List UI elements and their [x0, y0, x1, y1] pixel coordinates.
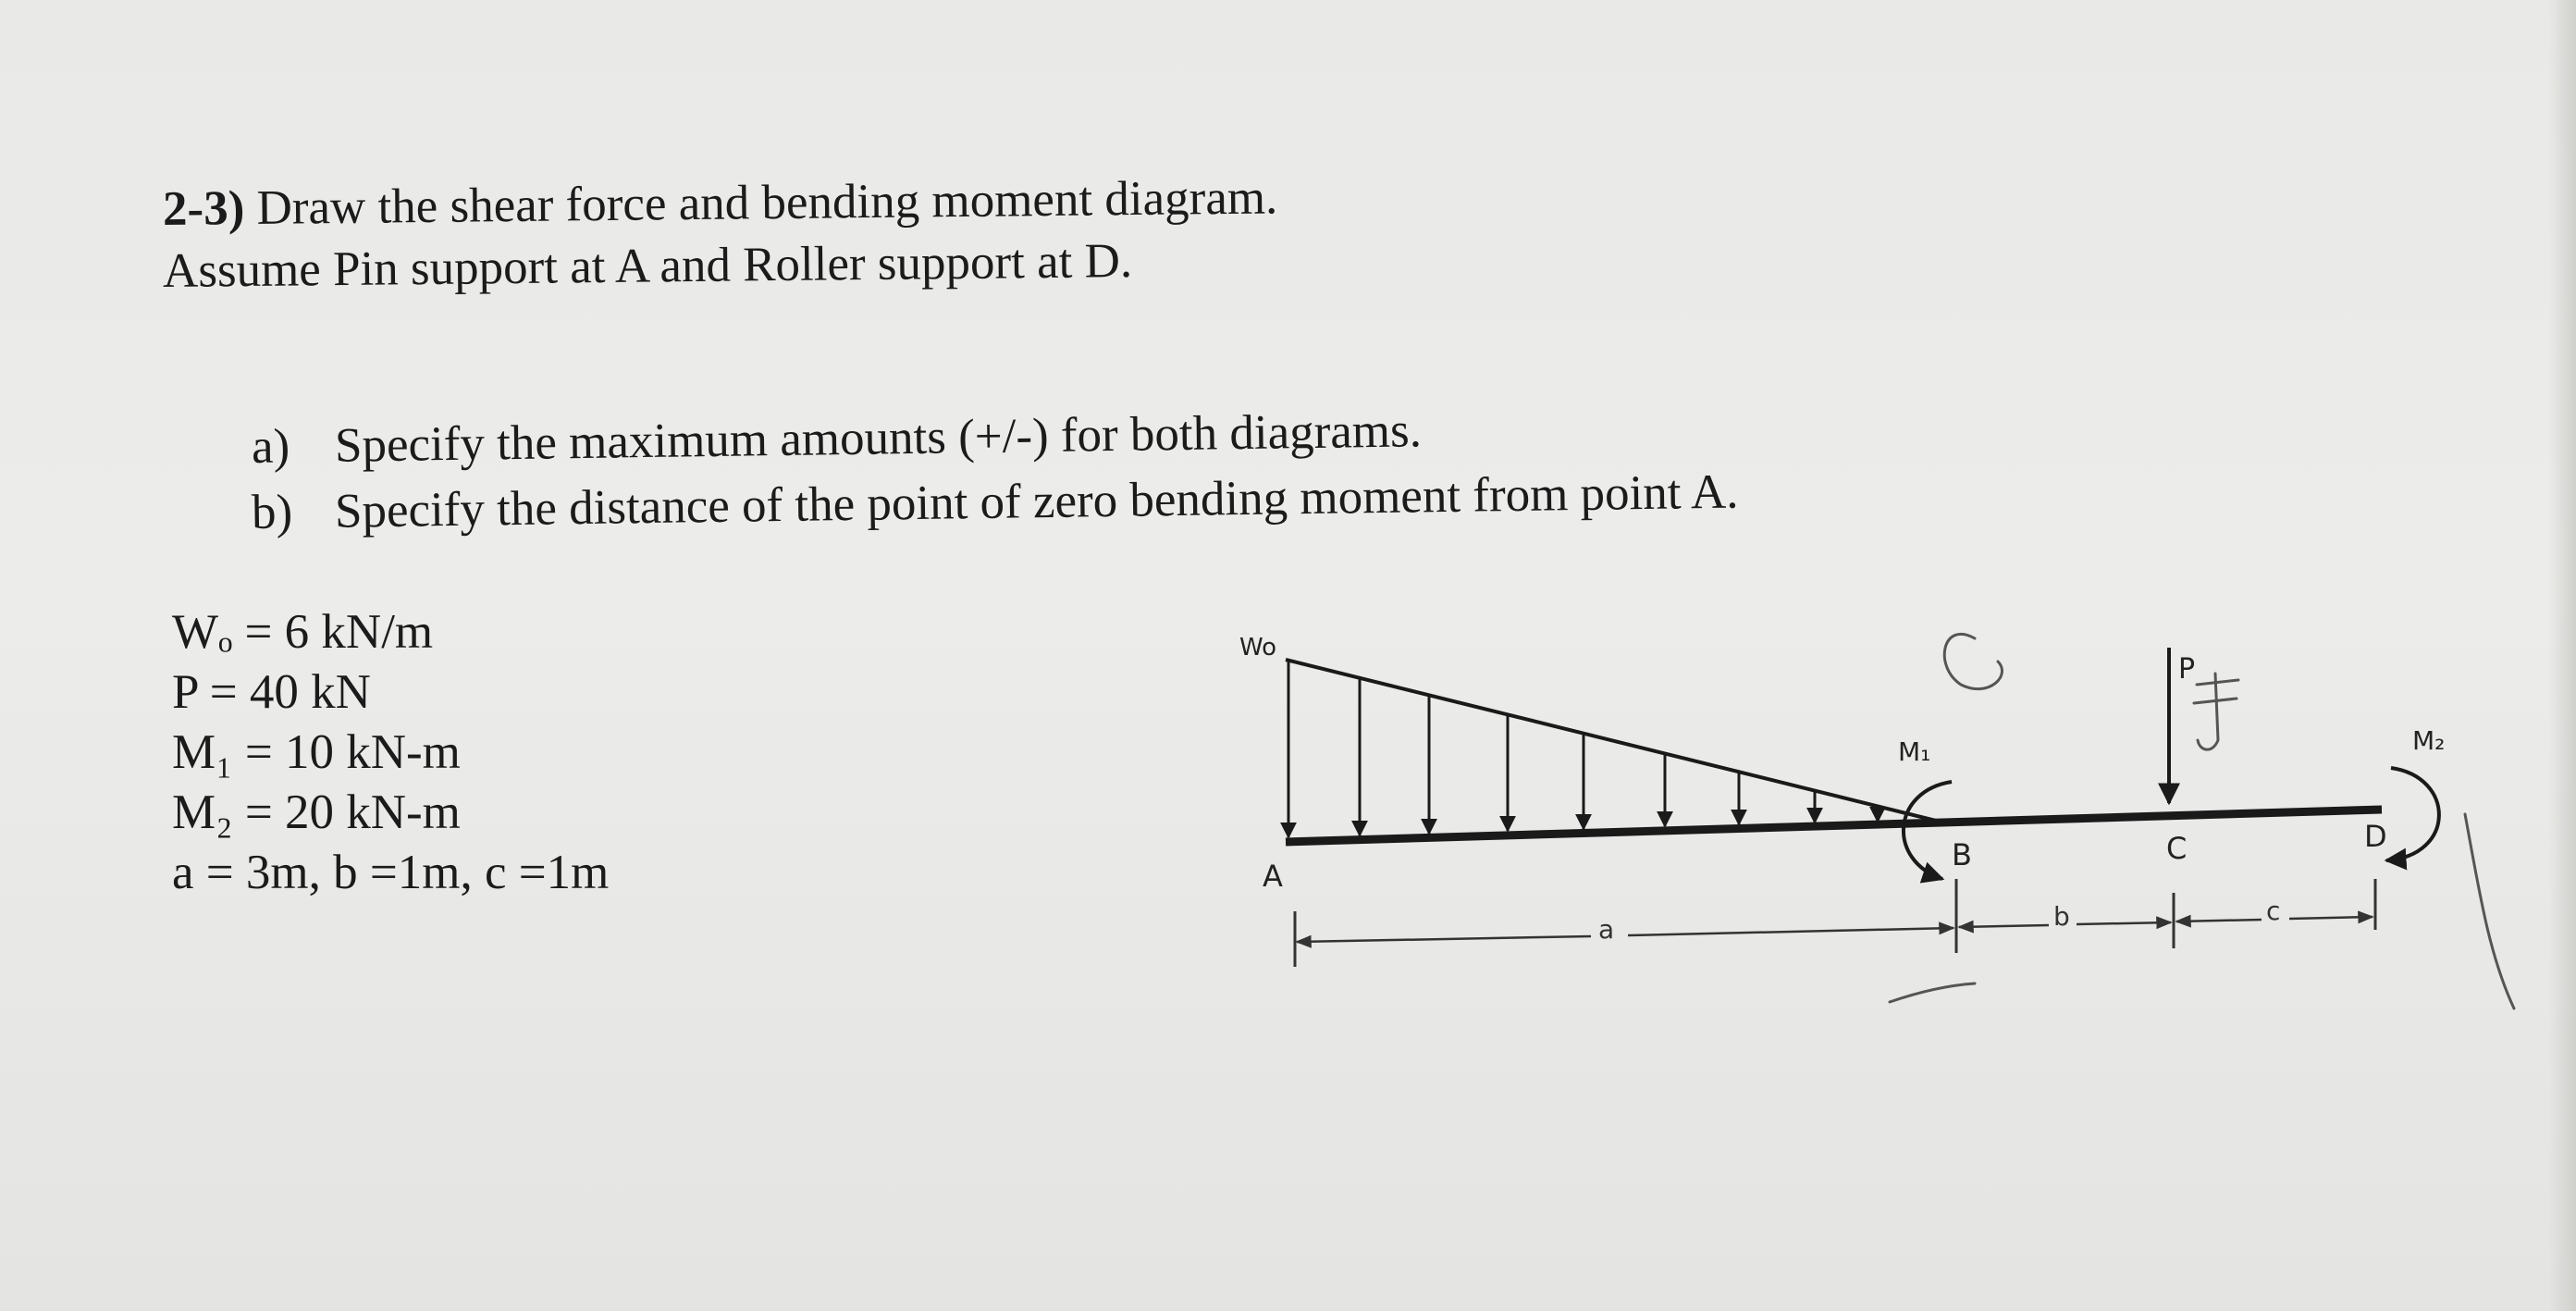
dim-c-left [2176, 920, 2262, 921]
pencil-curve [2465, 814, 2514, 1008]
dim-a-right [1628, 928, 1954, 935]
pencil-dash [1890, 983, 1975, 1002]
point-a-label: A [1263, 859, 1283, 894]
problem-number: 2-3) [162, 181, 245, 236]
moment-m1-label: M₁ [1898, 736, 1931, 767]
given-moment-1: M₁ = 10 kN-m [172, 725, 461, 779]
given-dimensions: a = 3m, b =1m, c =1m [172, 846, 610, 899]
dimension-lines [1295, 879, 2375, 967]
dim-b-left [1959, 925, 2049, 927]
beam [1286, 810, 2382, 842]
load-label: Wo [1239, 634, 1277, 662]
pencil-force-sketch [2194, 674, 2238, 749]
distributed-load-line [1286, 660, 1940, 822]
dim-a-label: a [1598, 914, 1615, 945]
problem-title-text: Draw the shear force and bending moment diagram. [256, 170, 1278, 235]
point-b-label: B [1952, 837, 1972, 872]
dim-c-label: c [2266, 896, 2281, 926]
problem-subtitle: Assume Pin support at A and Roller support at D. [162, 234, 1133, 298]
given-moment-2: M₂ = 20 kN-m [172, 785, 461, 839]
question-b-label: b) [251, 485, 293, 539]
dim-c-right [2289, 917, 2373, 919]
moment-m1-arc [1904, 782, 1952, 879]
question-b-text: Specify the distance of the point of zero bending moment from point A. [334, 464, 1739, 538]
point-load-label: P [2178, 653, 2196, 686]
given-point-load: P = 40 kN [172, 665, 371, 719]
point-c-label: C [2166, 831, 2188, 866]
question-a-text: Specify the maximum amounts (+/-) for both diagrams. [334, 403, 1423, 473]
pencil-moment-sketch [1944, 634, 2002, 688]
moment-m2-label: M₂ [2412, 725, 2446, 756]
question-a-label: a) [251, 419, 290, 474]
dim-a-left [1297, 936, 1591, 942]
distributed-load-arrows [1288, 662, 1878, 837]
dim-b-right [2077, 922, 2171, 924]
given-load-intensity: Wₒ = 6 kN/m [172, 605, 434, 659]
dim-b-label: b [2053, 901, 2070, 932]
point-d-label: D [2364, 819, 2387, 854]
moment-m2-arc [2386, 768, 2439, 860]
